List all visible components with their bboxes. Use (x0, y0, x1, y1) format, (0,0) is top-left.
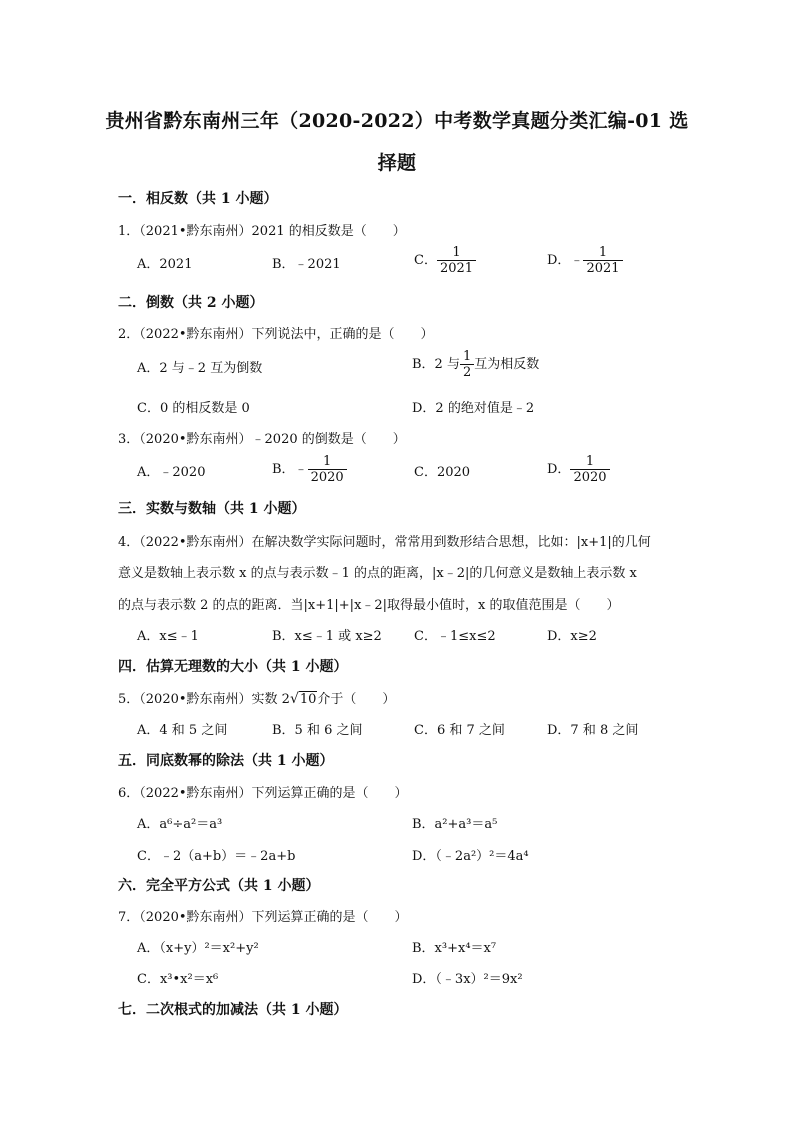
q5-option-a: A．4 和 5 之间 (137, 723, 228, 738)
q3-option-d: D． $\frac{1}{2020}$ (547, 454, 610, 485)
section-heading-1: 一．相反数（共 1 小题） (118, 191, 278, 207)
q1-option-c: C． $\frac{1}{2021}$ (414, 245, 476, 276)
section-heading-3: 三．实数与数轴（共 1 小题） (118, 501, 306, 517)
q7-option-d: D．（﹣3x）²＝9x² (412, 972, 523, 987)
q3-option-c: C．2020 (414, 465, 471, 480)
question-4-line-1: 4．（2022•黔东南州）在解决数学实际问题时，常常用到数形结合思想，比如：|x+1|的几何 (118, 535, 651, 550)
fraction: $\frac{1}{2}$ (460, 349, 474, 380)
question-3-stem: 3．（2020•黔东南州）﹣2020 的倒数是（ ） (118, 432, 406, 447)
section-heading-4: 四．估算无理数的大小（共 1 小题） (118, 659, 348, 675)
radicand: 10 (299, 692, 317, 707)
question-6-stem: 6．（2022•黔东南州）下列运算正确的是（ ） (118, 786, 408, 801)
section-heading-7: 七．二次根式的加减法（共 1 小题） (118, 1002, 348, 1018)
question-7-stem: 7．（2020•黔东南州）下列运算正确的是（ ） (118, 910, 408, 925)
q5-option-d: D．7 和 8 之间 (547, 723, 639, 738)
q6-option-a: A．a⁶÷a²＝a³ (137, 817, 223, 832)
q3-option-a: A．﹣2020 (137, 465, 206, 480)
q6-option-b: B．a²+a³＝a⁵ (412, 817, 498, 832)
q6-option-c: C．﹣2（a+b）＝﹣2a+b (137, 849, 296, 864)
fraction: $\frac{1}{2021}$ (583, 245, 622, 276)
q4-option-a: A．x≤﹣1 (137, 629, 199, 644)
question-4-line-3: 的点与表示数 2 的点的距离．当|x+1|+|x﹣2|取得最小值时，x 的取值范围是（ ） (118, 598, 620, 613)
document-title-line-2: 择题 (377, 152, 417, 174)
radical-sign-icon: √ (289, 691, 299, 707)
q4-option-d: D．x≥2 (547, 629, 597, 644)
q7-option-b: B．x³+x⁴＝x⁷ (412, 941, 497, 956)
q1-option-a: A．2021 (137, 257, 193, 272)
question-1-stem: 1．（2021•黔东南州）2021 的相反数是（ ） (118, 224, 406, 239)
q4-option-c: C．﹣1≤x≤2 (414, 629, 496, 644)
q1-option-d: D．﹣ $\frac{1}{2021}$ (547, 245, 623, 276)
q2-option-b: B．2 与 $\frac{1}{2}$ 互为相反数 (412, 349, 540, 380)
q4-option-b: B．x≤﹣1 或 x≥2 (272, 629, 382, 644)
q2-option-c: C．0 的相反数是 0 (137, 401, 250, 416)
question-4-line-2: 意义是数轴上表示数 x 的点与表示数﹣1 的点的距离，|x﹣2|的几何意义是数轴上表示数 x (118, 566, 637, 581)
section-heading-5: 五．同底数幂的除法（共 1 小题） (118, 753, 334, 769)
q6-option-d: D．（﹣2a²）²＝4a⁴ (412, 849, 529, 864)
q7-option-a: A．（x+y）²＝x²+y² (137, 941, 259, 956)
section-heading-2: 二．倒数（共 2 小题） (118, 295, 264, 311)
fraction: $\frac{1}{2020}$ (570, 454, 609, 485)
q3-option-b: B．﹣ $\frac{1}{2020}$ (272, 454, 347, 485)
fraction: $\frac{1}{2020}$ (308, 454, 347, 485)
question-5-stem: 5．（2020•黔东南州）实数 2√10介于（ ） (118, 691, 396, 707)
q2-option-a: A．2 与﹣2 互为倒数 (137, 361, 263, 376)
q1-option-b: B．﹣2021 (272, 257, 341, 272)
question-2-stem: 2．（2022•黔东南州）下列说法中，正确的是（ ） (118, 327, 434, 342)
section-heading-6: 六．完全平方公式（共 1 小题） (118, 878, 320, 894)
fraction: $\frac{1}{2021}$ (437, 245, 476, 276)
q7-option-c: C．x³•x²＝x⁶ (137, 972, 219, 987)
document-title-line-1: 贵州省黔东南州三年（2020-2022）中考数学真题分类汇编-01 选 (105, 110, 689, 132)
q5-option-b: B．5 和 6 之间 (272, 723, 363, 738)
q5-option-c: C．6 和 7 之间 (414, 723, 505, 738)
q2-option-d: D．2 的绝对值是﹣2 (412, 401, 535, 416)
